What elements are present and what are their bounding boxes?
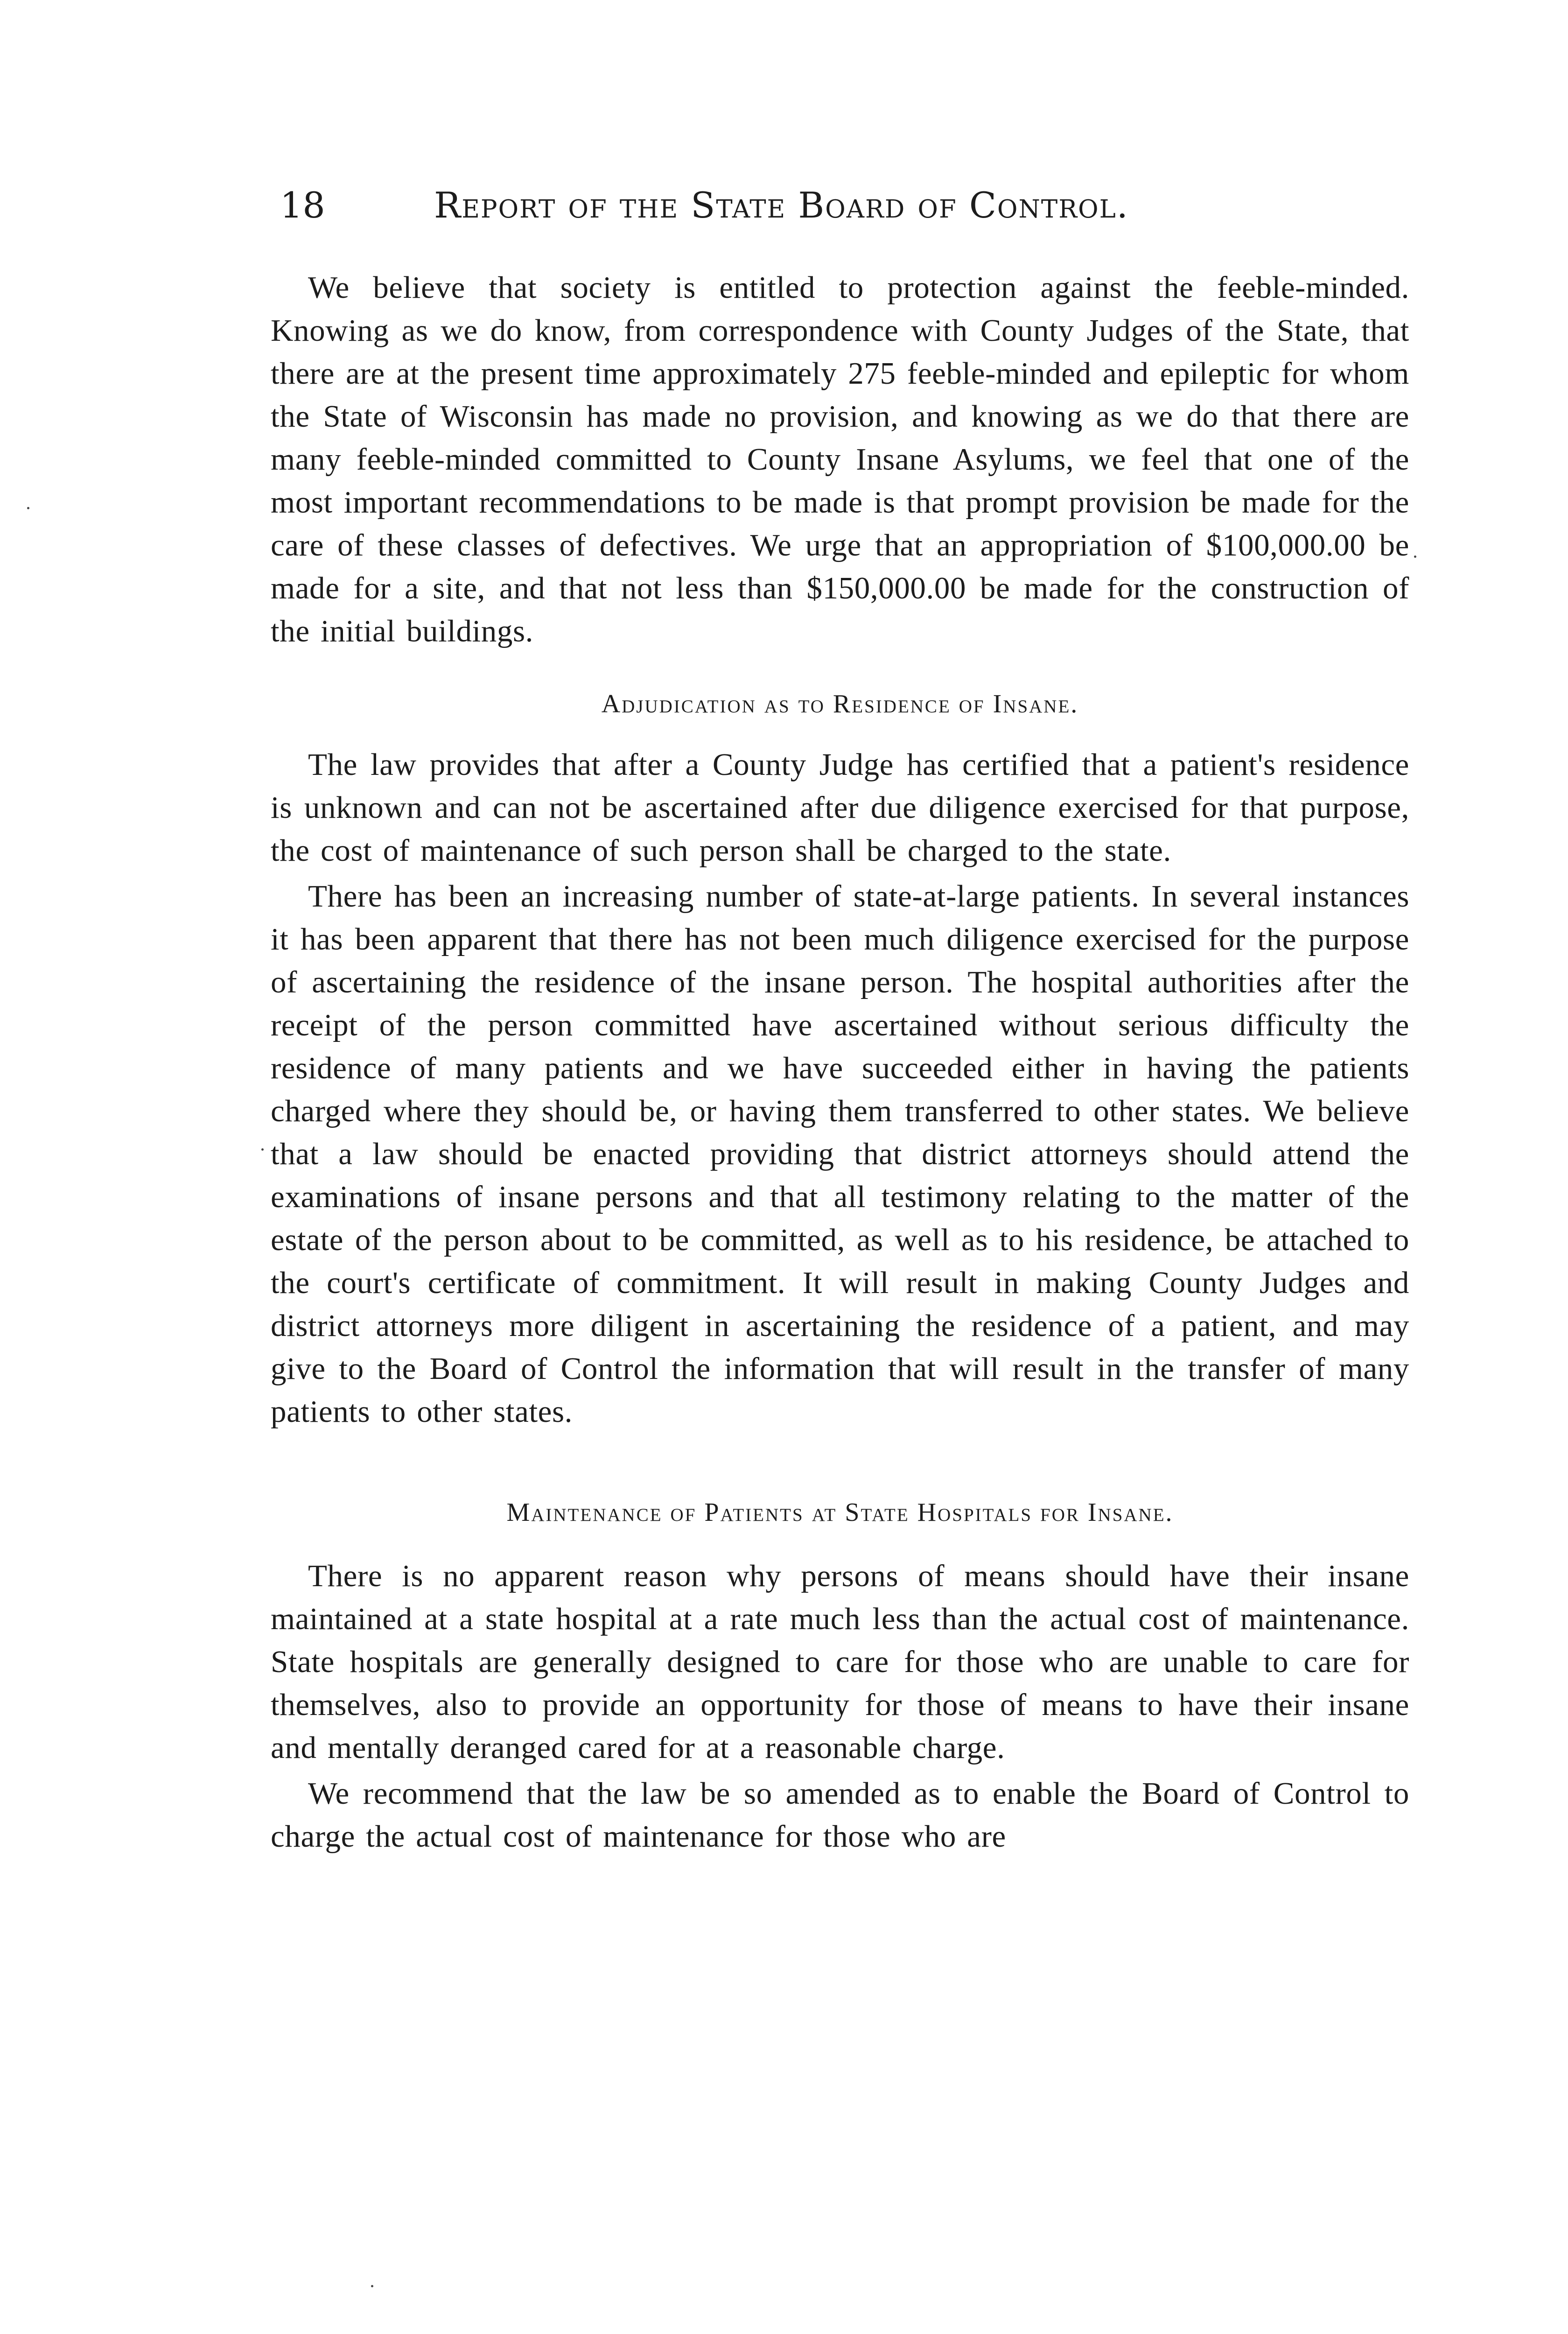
scan-speck bbox=[1414, 555, 1416, 558]
adjudication-paragraph-1: The law provides that after a County Judge has certified that a patient's residence is unknown and can not be ascertained after due diligence exercised for that purpose, the cost of maintenance of such person shall be charged to the state. bbox=[271, 747, 1409, 868]
page-body bbox=[271, 266, 1409, 1861]
page-header bbox=[280, 182, 1409, 233]
section-heading-adjudication: Adjudication as to Residence of Insane. bbox=[601, 689, 1079, 718]
section-heading-maintenance: Maintenance of Patients at State Hospitals for Insane. bbox=[506, 1498, 1174, 1527]
adjudication-paragraph-2: There has been an increasing number of state-at-large patients. In several instances it has been apparent that there has not been much diligence exercised for the purpose of ascertaining the residence of the insane person. The hospital authorities after the receipt of the person committed have ascertained without serious difficulty the residence of many patients and we have succeeded either in having the patients charged where they should be, or having them transferred to other states. We believe that a law should be enacted providing that district attorneys should attend the examinations of insane persons and that all testimony relating to the matter of the estate of the person about to be committed, as well as to his residence, be attached to the court's certificate of commitment. It will result in making County Judges and district attorneys more diligent in ascertaining the residence of a patient, and may give to the Board of Control the information that will result in the transfer of many patients to other states. bbox=[271, 879, 1409, 1429]
page-number: 18 bbox=[280, 184, 325, 226]
maintenance-paragraph-1: There is no apparent reason why persons of means should have their insane maintained at a state hospital at a rate much less than the actual cost of maintenance. State hospitals are generally designed to care for those who are unable to care for themselves, also to provide an opportunity for those of means to have their insane and mentally deranged cared for at a reasonable charge. bbox=[271, 1559, 1409, 1765]
scan-speck bbox=[261, 1148, 264, 1151]
scan-speck bbox=[27, 507, 29, 509]
running-head: Report of the State Board of Control. bbox=[434, 184, 1129, 226]
maintenance-paragraph-2: We recommend that the law be so amended as to enable the Board of Control to charge the actual cost of maintenance for those who are bbox=[271, 1776, 1409, 1854]
intro-paragraph: We believe that society is entitled to protection against the feeble-minded. Knowing as we do know, from correspondence with County Judges of the State, that there are at the present time approximately 275 feeble-minded and epileptic for whom the State of Wisconsin has made no provision, and knowing as we do that there are many feeble-minded committed to County Insane Asylums, we feel that one of the most important recommendations to be made is that prompt provision be made for the care of these classes of defectives. We urge that an appropriation of $100,000.00 be made for a site, and that not less than $150,000.00 be made for the construction of the initial buildings. bbox=[271, 270, 1409, 648]
scan-speck bbox=[371, 2285, 373, 2287]
